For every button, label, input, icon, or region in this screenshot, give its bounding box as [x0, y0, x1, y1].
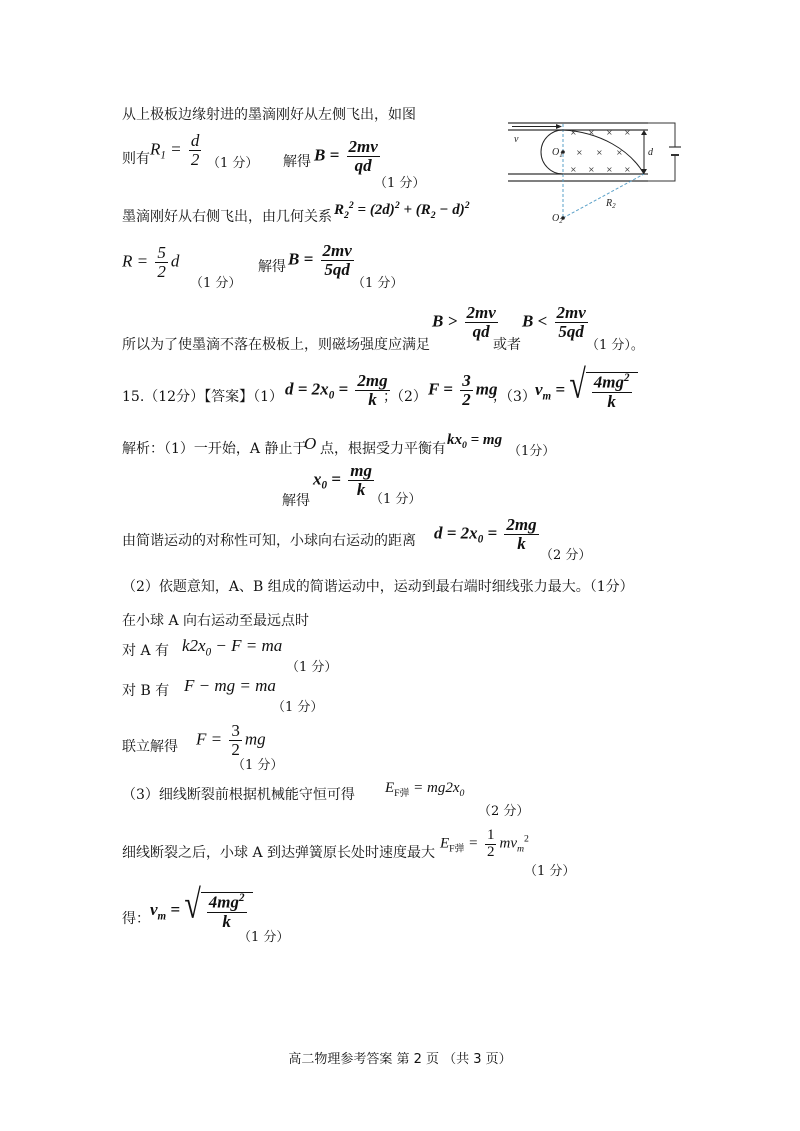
text-part2: ；（2） [383, 389, 427, 405]
text-final: 得： [122, 911, 150, 927]
formula-b1: B = $\frac{2mv}{qd}$ [314, 137, 378, 175]
field-cross: × [606, 128, 613, 137]
score-2c: （2 分） [540, 548, 592, 563]
score-1c: （1 分） [190, 276, 242, 291]
score-3b: （1 分） [272, 700, 324, 715]
score-3c: （1 分） [232, 758, 284, 773]
formula-answer-d: $d = 2x_0$ = $\frac{2mg}{k}$ [285, 371, 388, 409]
text-or: 或者 [493, 337, 521, 353]
text-analysis-4: （2）依题意知，A、B 组成的简谐运动中，运动到最右端时细线张力最大。（1分） [122, 579, 634, 595]
field-cross: × [596, 148, 603, 157]
label-d: d [648, 147, 653, 158]
field-cross: × [570, 165, 577, 174]
formula-b-greater: B > $\frac{2mv}{qd}$ [432, 303, 496, 341]
field-cross: × [606, 165, 613, 174]
score-1e: （1 分）。 [586, 338, 644, 353]
label-v: v [514, 134, 519, 145]
text-line-5: 所以为了使墨滴不落在极板上，则磁场强度应满足 [122, 337, 430, 353]
formula-distance: $d = 2x_0$ = $\frac{2mg}{k}$ [434, 515, 537, 553]
formula-r2: R = $\frac{5}{2}$ d [122, 243, 180, 281]
magnetic-field-diagram [500, 110, 700, 230]
formula-answer-v: $v_m$ = √ $\frac{4mg^2}{k}$ [535, 372, 638, 410]
page-footer: 高二物理参考答案 第 2 页 （共 3 页） [288, 1052, 512, 1067]
formula-x0: $x_0$ = $\frac{mg}{k}$ [313, 461, 372, 499]
formula-geometry: $R_2^2 = (2d)^2 + (R_2 - d)^2$ [334, 200, 470, 221]
label-o2: $O_2$ [552, 213, 563, 225]
score-5a: （1 分） [238, 930, 290, 945]
field-cross: × [616, 148, 623, 157]
formula-f-result: F = $\frac{3}{2}$ mg [196, 721, 266, 759]
text-line-1: 从上极板边缘射进的墨滴刚好从左侧飞出，如图 [122, 107, 416, 123]
text-analysis-5: 在小球 A 向右运动至最远点时 [122, 613, 310, 629]
field-cross: × [624, 128, 631, 137]
formula-a: $k2x_0 - F$ = ma [182, 636, 283, 659]
text-for-b: 对 B 有 [122, 683, 170, 699]
text-part3: ；（3） [492, 389, 536, 405]
field-cross: × [576, 148, 583, 157]
score-2b: （1 分） [370, 492, 422, 507]
score-4b: （1 分） [524, 864, 576, 879]
text-analysis-1b: 点，根据受力平衡有 [320, 441, 446, 457]
score-3a: （1 分） [286, 660, 338, 675]
field-cross: × [588, 128, 595, 137]
formula-b2: B = $\frac{2mv}{5qd}$ [288, 241, 352, 279]
text-line-2-prefix: 则有 [122, 151, 150, 167]
text-energy-1: （3）细线断裂前根据机械能守恒可得 [122, 787, 355, 803]
score-4a: （2 分） [478, 804, 530, 819]
formula-answer-f: F = $\frac{3}{2}$ mg [428, 371, 498, 409]
score-1b: （1 分） [374, 176, 426, 191]
text-analysis-3: 由简谐运动的对称性可知，小球向右运动的距离 [122, 533, 416, 549]
formula-equilibrium: $kx_0$ = mg [447, 432, 503, 451]
score-1a: （1 分） [207, 156, 259, 171]
formula-b: F − mg = ma [184, 676, 276, 695]
label-r2: $R_2$ [606, 198, 616, 210]
text-line-3: 墨滴刚好从右侧飞出，由几何关系 [122, 209, 332, 225]
field-cross: × [624, 165, 631, 174]
text-jiede-2: 解得 [258, 259, 286, 275]
text-analysis-1: 解析：（1）一开始，A 静止于 [122, 441, 307, 457]
field-cross: × [570, 128, 577, 137]
formula-b-less: B < $\frac{2mv}{5qd}$ [522, 303, 586, 341]
text-combine: 联立解得 [122, 739, 178, 755]
formula-energy-1: $E_{F弹} = mg2x_0$ [385, 780, 465, 799]
text-energy-2: 细线断裂之后，小球 A 到达弹簧原长处时速度最大 [122, 845, 436, 861]
formula-energy-2: $E_{F弹}$ = $\frac{1}{2}$ $mv_m^2$ [440, 827, 529, 860]
formula-final-v: $v_m$ = √ $\frac{4mg^2}{k}$ [150, 892, 253, 930]
formula-r1: $R_1$ = $\frac{d}{2}$ [150, 131, 200, 169]
text-jiede-1: 解得 [283, 154, 311, 170]
score-1d: （1 分） [352, 276, 404, 291]
text-for-a: 对 A 有 [122, 643, 170, 659]
q15-heading: 15.（12分）【答案】（1） [122, 389, 283, 405]
label-o1: $O_1$ [552, 147, 563, 159]
text-jiede-3: 解得 [282, 493, 310, 509]
point-o: O [304, 434, 317, 453]
score-2a: （1分） [508, 444, 556, 459]
field-cross: × [588, 165, 595, 174]
